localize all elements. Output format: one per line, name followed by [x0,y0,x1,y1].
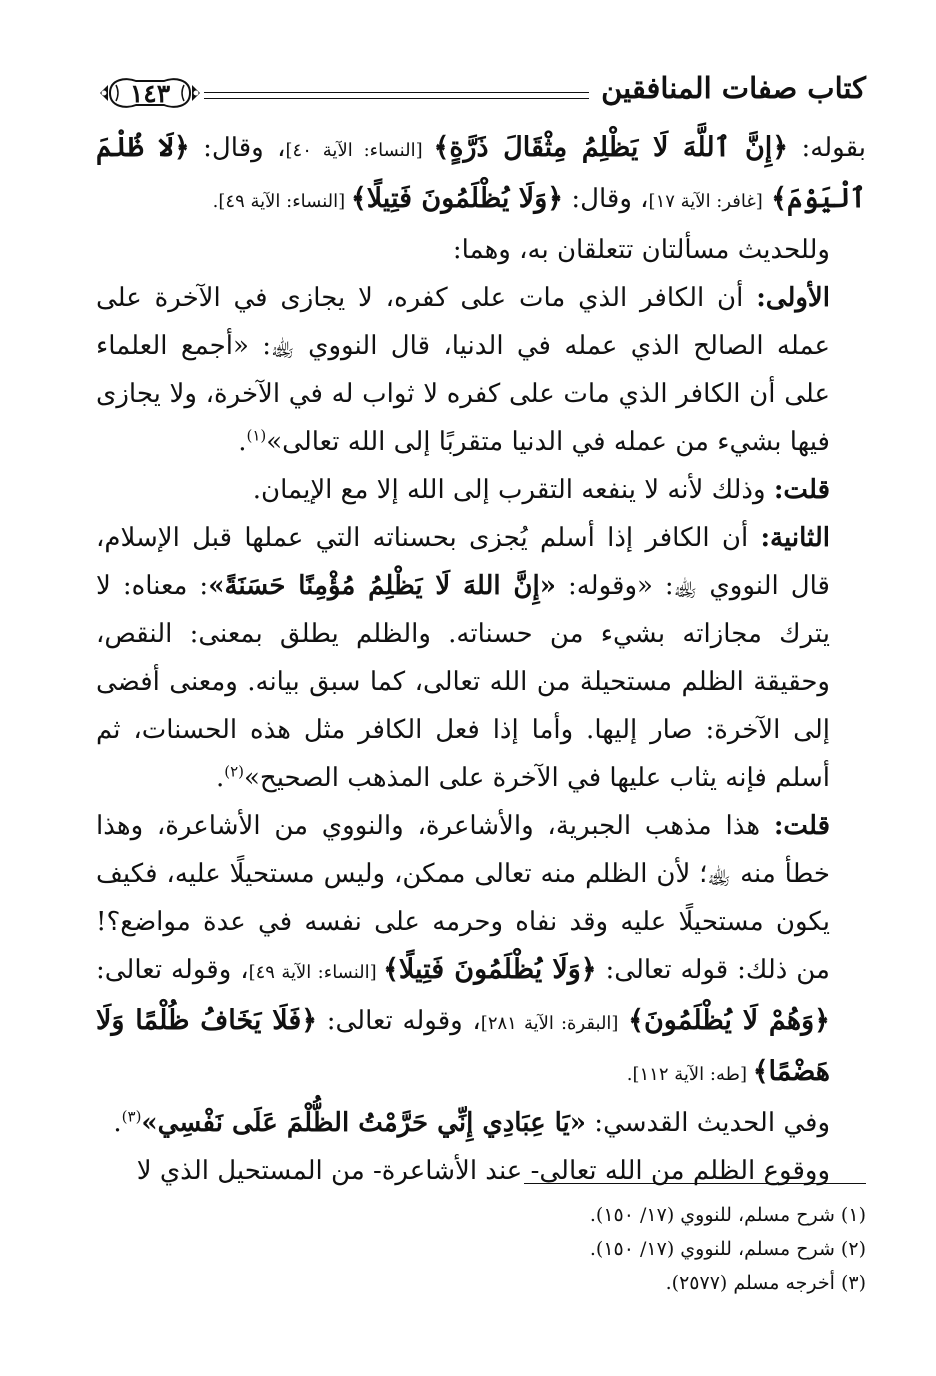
text-run: بقوله: [788,133,866,163]
verse-reference: [غافر: الآية ١٧] [648,191,763,212]
paragraph-6 [96,802,866,1099]
footnote-separator [524,1183,866,1184]
text-run: . [113,1108,122,1138]
text-run: ، وقوله تعالى: [96,955,249,985]
main-text [96,124,866,1195]
paragraph-2: وللحديث مسألتان تتعلقان به، وهما: [452,235,830,265]
text-run: أن الكافر الذي مات على كفره، لا يجازى في الآخرة على عمله الصالح الذي عمله في الدنيا، قال النووي ﵀: «أجمع العلماء على أن الكافر الذي مات على كفره لا ثواب له في الآخرة، ولا يجازى فيها بشيء من عمله في الدنيا متقربًا إلى الله تعالى» [96,283,830,457]
footnote-marker: (٢) [224,762,245,781]
footnotes [166,1198,866,1300]
footnote-item: (٣) أخرجه مسلم (٢٥٧٧). [665,1272,866,1294]
paragraph-label: قلت: [773,475,830,505]
quran-verse: ﴿وَلَا يُظْلَمُونَ فَتِيلًا﴾ [383,954,597,985]
footnote-marker: (٣) [121,1107,142,1126]
text-run: ، وقال: [189,133,286,163]
quran-verse: ﴿فَلَا يَخَافُ ظُلْمًا وَلَا هَضْمًا﴾ [96,1005,830,1087]
text-run: . [215,763,225,793]
header-rule [204,92,589,99]
text-run: وفي الحديث القدسي: [586,1108,830,1138]
paragraph-label: قلت: [773,811,830,841]
paragraph-7 [96,1099,866,1147]
running-title: كتاب صفات المنافقين [601,71,866,105]
paragraph-label: الثانية: [760,523,830,553]
paragraph-8: ووقوع الظلم من الله تعالى- عند الأشاعرة- من المستحيل الذي لا [136,1156,830,1186]
verse-reference: [البقرة: الآية ٢٨١] [480,1013,619,1034]
verse-reference: [النساء: الآية ٤٩] [248,962,384,983]
quran-verse: ﴿لَا ظُلْمَ ٱلْيَوْمَ﴾ [96,132,866,214]
paragraph-3 [96,274,866,466]
page-header [96,58,866,118]
verse-reference: [النساء: الآية ٤٠] [285,140,434,161]
text-run: ، وقوله تعالى: [317,1006,481,1036]
paragraph-5 [96,514,866,802]
hadith-quote: «إِنَّ اللهَ لَا يَظْلِمُ مُؤْمِنًا حَسَنَةً» [208,571,556,601]
paragraph-4 [96,466,866,514]
hadith-quote: «يَا عِبَادِي إِنِّي حَرَّمْتُ الظُّلْمَ عَلَى نَفْسِي» [141,1108,587,1138]
text-run: : معناه: لا يترك مجازاته بشيء من حسناته. والظلم يطلق بمعنى: النقص، وحقيقة الظلم مستحيلة من الله تعالى، كما سبق بيانه. ومعنى أفضى إلى الآخرة: صار إليها. وأما إذا فعل الكافر مثل هذه الحسنات، ثم أسلم فإنه يثاب عليها في الآخرة على المذهب الصحيح» [96,571,830,793]
footnote-item: (٢) شرح مسلم، للنووي (١٧/ ١٥٠). [589,1238,866,1260]
quran-verse: ﴿إِنَّ ٱللَّهَ لَا يَظْلِمُ مِثْقَالَ ذَرَّةٍ﴾ [433,132,789,163]
text-run: وذلك لأنه لا ينفعه التقرب إلى الله إلا مع الإيمان. [252,475,774,505]
verse-reference: [طه: الآية ١١٢]. [626,1064,753,1085]
footnote-marker: (١) [246,426,267,445]
paragraph-label: الأولى: [756,283,830,313]
footnote-item: (١) شرح مسلم، للنووي (١٧/ ١٥٠). [589,1204,866,1226]
quran-verse: ﴿وَهُمْ لَا يُظْلَمُونَ﴾ [628,1005,830,1036]
text-run: هذا مذهب الجبرية، والأشاعرة، والنووي من الأشاعرة، وهذا خطأ منه ﵀؛ لأن الظلم منه تعالى ممكن، وليس مستحيلًا عليه، فكيف يكون مستحيلًا عليه وقد نفاه وحرمه على نفسه في عدة مواضع؟! من ذلك: قوله تعالى: [96,811,830,985]
verse-reference: [النساء: الآية ٤٩]. [212,191,351,212]
page-number-ornament [96,71,204,115]
paragraph-1 [96,124,866,226]
text-run: أن الكافر إذا أسلم يُجزى بحسناته التي عملها قبل الإسلام، قال النووي ﵀: «وقوله: [96,523,830,601]
text-run: ، وقال: [563,184,649,214]
page-number: ١٤٣ [129,78,171,108]
quran-verse: ﴿وَلَا يُظْلَمُونَ فَتِيلًا﴾ [350,183,564,214]
text-run: . [238,427,247,457]
